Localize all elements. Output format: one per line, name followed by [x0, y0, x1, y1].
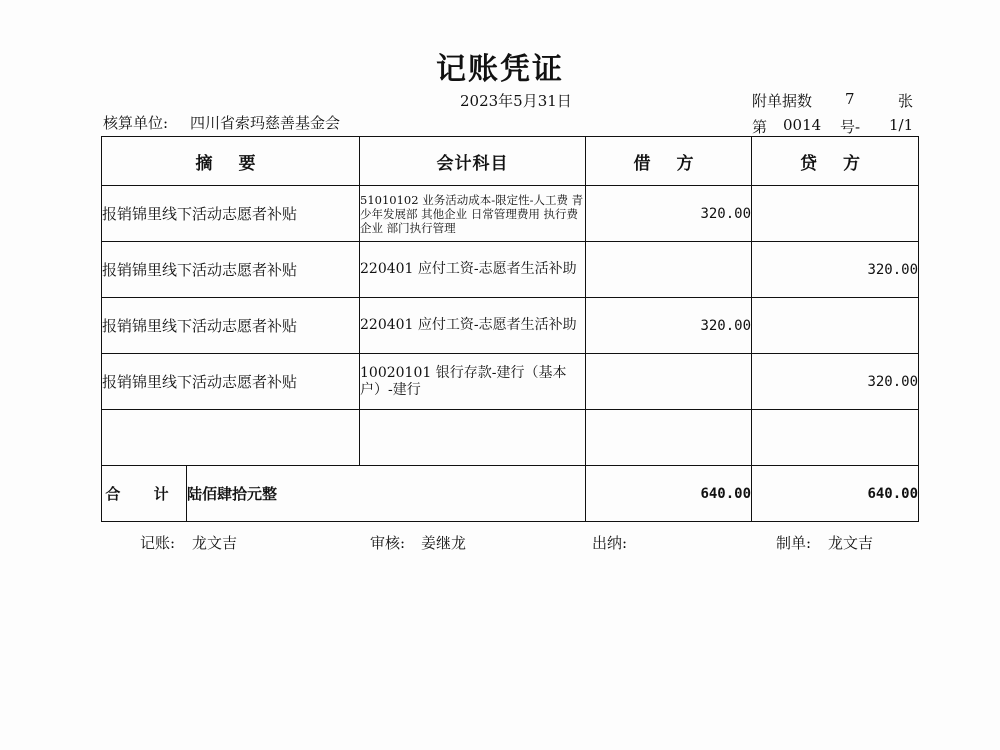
- row-credit: 320.00: [752, 354, 919, 410]
- row-summary: 报销锦里线下活动志愿者补贴: [102, 298, 360, 354]
- header-summary: 摘 要: [102, 137, 360, 186]
- row-debit: 320.00: [586, 186, 752, 242]
- row-debit: [586, 410, 752, 466]
- row-credit: [752, 186, 919, 242]
- bookkeeper-name: 龙文吉: [192, 534, 238, 552]
- header-account: 会计科目: [360, 137, 586, 186]
- unit-label: 核算单位:: [103, 114, 169, 132]
- voucher-date: 2023年5月31日: [460, 92, 572, 110]
- total-debit: 640.00: [586, 466, 752, 522]
- bookkeeper-label: 记账:: [140, 534, 176, 552]
- total-credit: 640.00: [752, 466, 919, 522]
- row-account: 51010102 业务活动成本-限定性-人工费 青少年发展部 其他企业 日常管理费用 执行费 企业 部门执行管理: [360, 186, 586, 242]
- total-in-words: 陆佰肆拾元整: [187, 466, 586, 522]
- header-credit: 贷 方: [752, 137, 919, 186]
- document-title: 记账凭证: [436, 52, 564, 87]
- preparer-name: 龙文吉: [828, 534, 874, 552]
- cashier-label: 出纳:: [592, 534, 628, 552]
- attachments-unit: 张: [898, 92, 914, 110]
- table-row: [102, 354, 919, 410]
- reviewer-label: 审核:: [370, 534, 406, 552]
- total-row: [102, 466, 919, 522]
- table-row: [102, 298, 919, 354]
- preparer-label: 制单:: [776, 534, 812, 552]
- row-account: [360, 410, 586, 466]
- row-account: 220401 应付工资-志愿者生活补助: [360, 298, 586, 354]
- total-label: 合 计: [102, 466, 187, 522]
- reviewer-name: 姜继龙: [421, 534, 467, 552]
- row-debit: 320.00: [586, 298, 752, 354]
- table-row: [102, 242, 919, 298]
- attachments-label: 附单据数: [752, 92, 813, 110]
- voucher-no-prefix: 第: [752, 118, 768, 136]
- voucher-no-suffix: 号-: [840, 118, 861, 136]
- row-summary: 报销锦里线下活动志愿者补贴: [102, 242, 360, 298]
- header-debit: 借 方: [586, 137, 752, 186]
- table-row-empty: [102, 410, 919, 466]
- table-header-row: [102, 137, 919, 186]
- unit-name: 四川省索玛慈善基金会: [190, 114, 341, 132]
- row-debit: [586, 354, 752, 410]
- attachments-count: 7: [845, 90, 855, 108]
- row-credit: [752, 298, 919, 354]
- row-summary: 报销锦里线下活动志愿者补贴: [102, 354, 360, 410]
- voucher-number: 0014: [783, 116, 822, 134]
- row-account: 10020101 银行存款-建行（基本户）-建行: [360, 354, 586, 410]
- row-summary: 报销锦里线下活动志愿者补贴: [102, 186, 360, 242]
- voucher-table: [101, 136, 919, 522]
- row-credit: [752, 410, 919, 466]
- table-row: [102, 186, 919, 242]
- row-summary: [102, 410, 360, 466]
- voucher-page-number: 1/1: [889, 116, 914, 134]
- row-account: 220401 应付工资-志愿者生活补助: [360, 242, 586, 298]
- row-credit: 320.00: [752, 242, 919, 298]
- row-debit: [586, 242, 752, 298]
